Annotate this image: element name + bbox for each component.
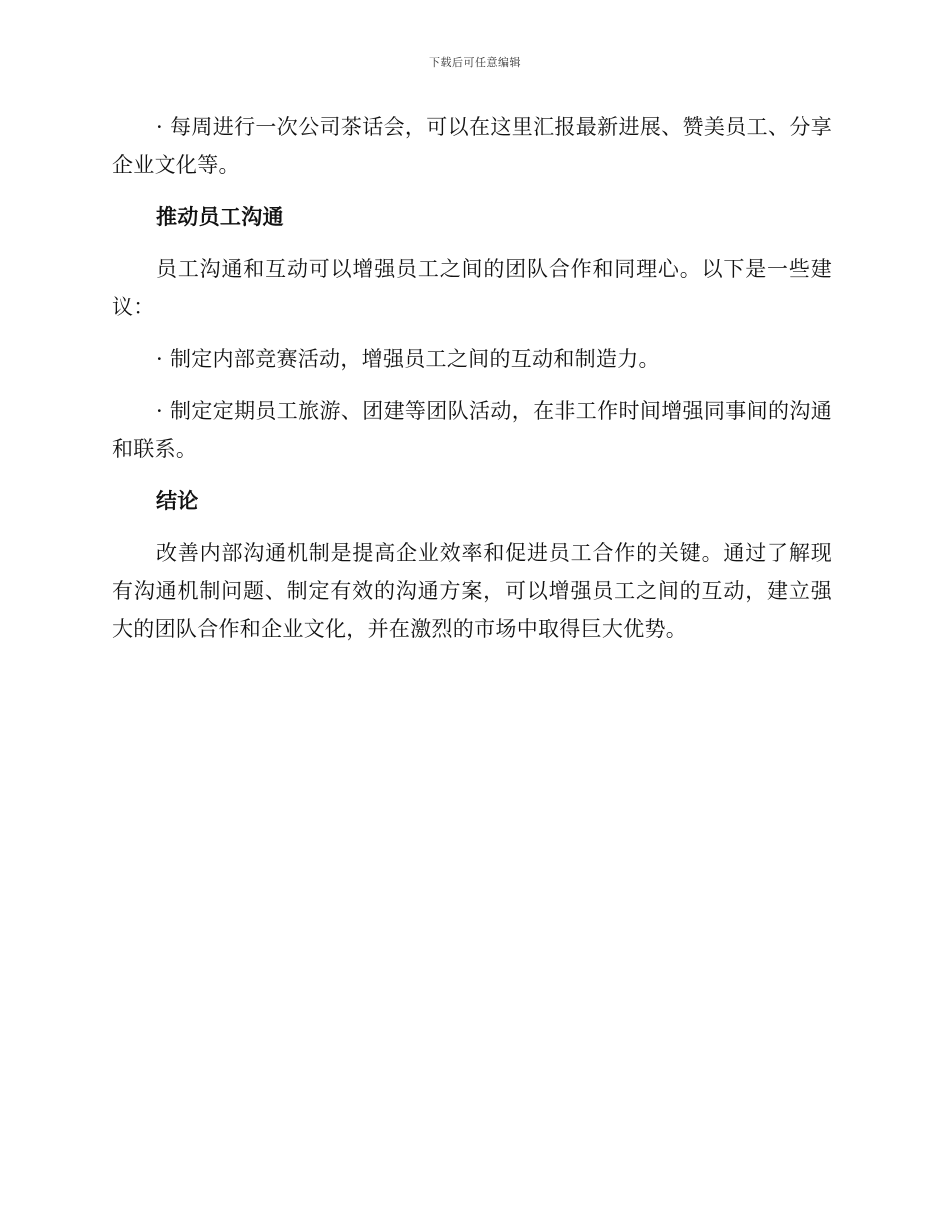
section-heading-communication: 推动员工沟通 [156, 205, 284, 229]
document-body [112, 108, 832, 662]
bullet-team-building: · 制定定期员工旅游、团建等团队活动，在非工作时间增强同事间的沟通和联系。 [112, 399, 832, 461]
bullet-tea-party: · 每周进行一次公司茶话会，可以在这里汇报最新进展、赞美员工、分享企业文化等。 [112, 115, 832, 177]
paragraph-conclusion: 改善内部沟通机制是提高企业效率和促进员工合作的关键。通过了解现有沟通机制问题、制定有效的沟通方案，可以增强员工之间的互动，建立强大的团队合作和企业文化，并在激烈的市场中取得巨大优势。 [112, 541, 832, 641]
page-header-note: 下载后可任意编辑 [429, 56, 521, 69]
bullet-internal-competition: · 制定内部竞赛活动，增强员工之间的互动和制造力。 [156, 347, 660, 371]
section-heading-conclusion: 结论 [156, 489, 199, 513]
paragraph-communication-intro: 员工沟通和互动可以增强员工之间的团队合作和同理心。以下是一些建议： [112, 257, 832, 319]
